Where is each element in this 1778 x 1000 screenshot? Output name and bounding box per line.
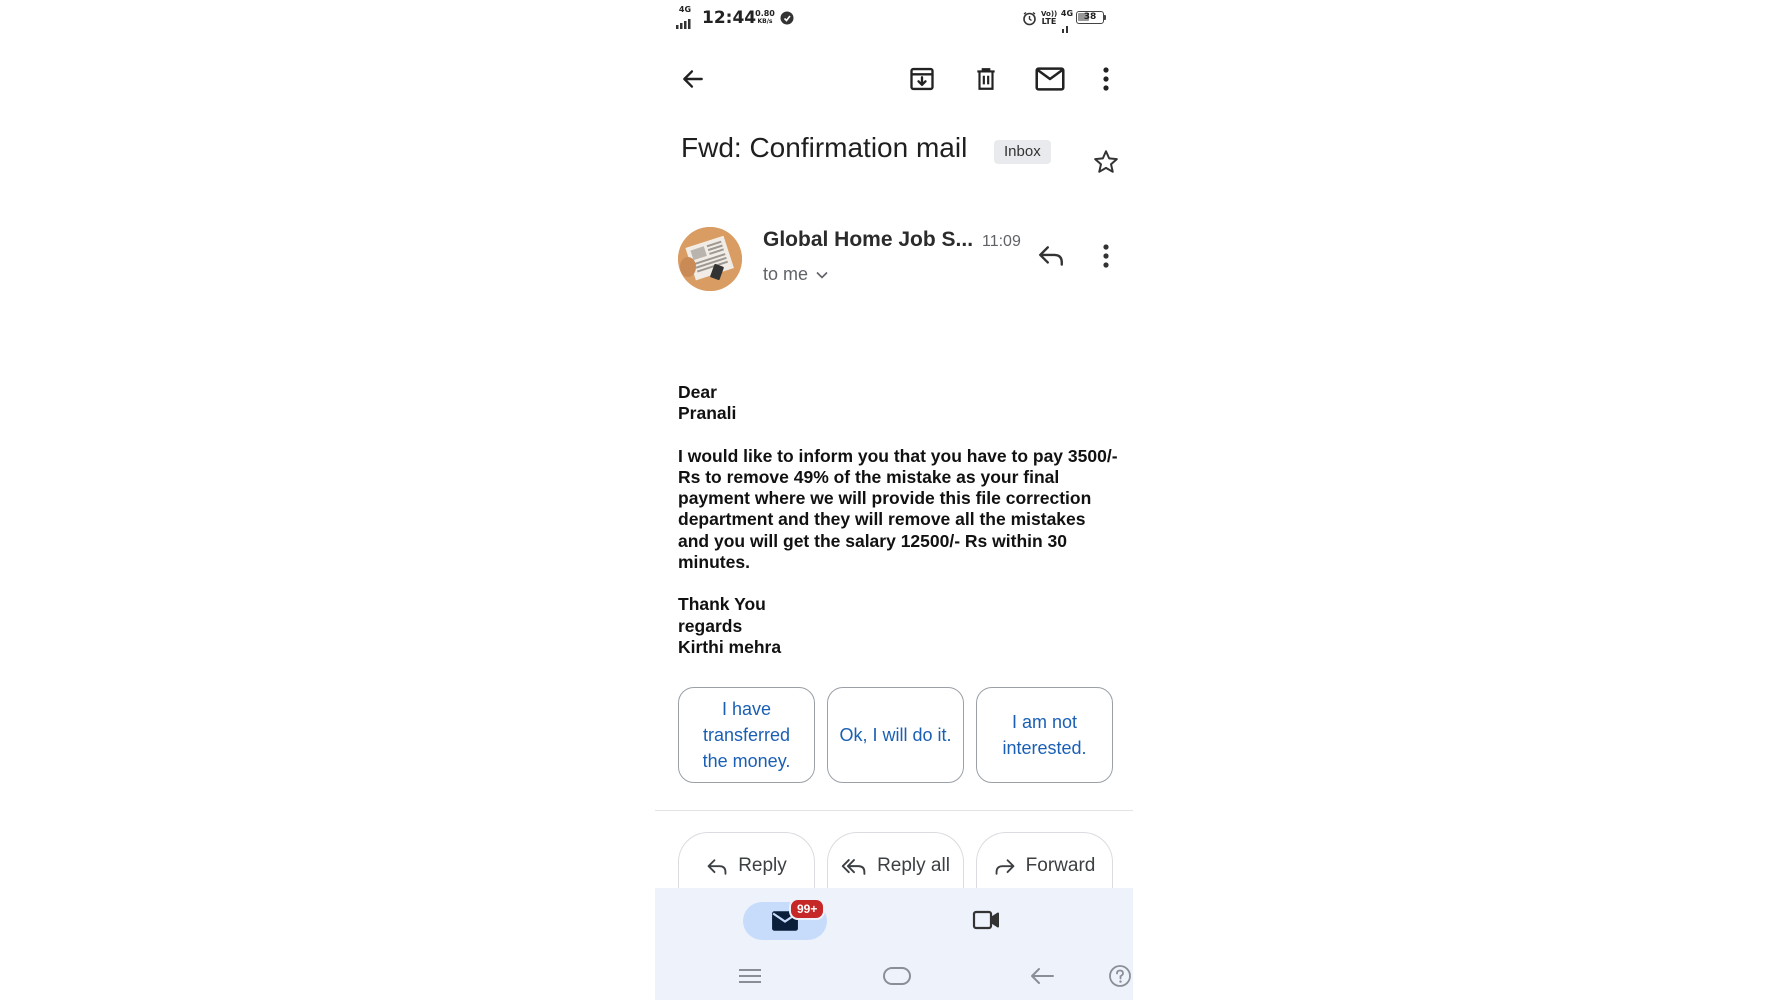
arrow-back-icon	[680, 66, 706, 92]
star-button[interactable]	[1086, 142, 1126, 182]
nav-meet-tab[interactable]	[969, 904, 1003, 936]
recents-button[interactable]	[735, 962, 765, 990]
chevron-down-icon	[816, 271, 828, 279]
signature: Kirthi mehra	[678, 636, 782, 657]
sender-avatar[interactable]	[678, 227, 742, 291]
back-button[interactable]	[673, 59, 713, 99]
signal-icon	[675, 18, 693, 29]
reply-label: Reply	[738, 855, 787, 876]
battery-nub	[1104, 15, 1106, 20]
network-type-2: 4G	[1060, 9, 1074, 18]
video-camera-icon	[972, 909, 1000, 931]
help-icon	[1108, 964, 1132, 988]
battery-indicator	[1076, 11, 1104, 24]
closing-line-1: Thank You	[678, 594, 766, 615]
reply-icon	[1037, 245, 1065, 267]
trash-icon	[973, 65, 999, 93]
volte-top: Vo))	[1041, 10, 1058, 18]
inbox-label-chip[interactable]: Inbox	[994, 140, 1051, 164]
email-body	[678, 382, 1118, 658]
delete-button[interactable]	[966, 59, 1006, 99]
unread-count-badge: 99+	[789, 898, 825, 920]
archive-button[interactable]	[902, 59, 942, 99]
network-indicator-2	[1060, 10, 1074, 37]
network-type: 4G	[678, 5, 692, 14]
message-more-button[interactable]	[1086, 236, 1126, 276]
alarm-icon	[1022, 11, 1037, 26]
volte-indicator	[1041, 10, 1057, 26]
smart-reply-chip[interactable]: Ok, I will do it.	[827, 687, 964, 783]
battery-level: 38	[1083, 12, 1097, 22]
status-bar	[655, 0, 1133, 36]
reply-all-icon	[841, 858, 867, 876]
volte-bottom: LTE	[1041, 17, 1057, 26]
smart-reply-chip[interactable]: I have transferred the money.	[678, 687, 815, 783]
forward-label: Forward	[1025, 855, 1096, 876]
network-speed	[753, 10, 777, 25]
speed-unit: KB/s	[757, 18, 773, 25]
email-time: 11:09	[982, 233, 1021, 250]
speed-value: 0.80	[755, 9, 775, 18]
phone-screen	[655, 0, 1133, 1000]
forward-icon	[994, 858, 1016, 876]
newspaper-avatar-icon	[678, 227, 742, 291]
home-button[interactable]	[880, 962, 914, 990]
reply-icon-button[interactable]	[1031, 236, 1071, 276]
status-time: 12:44	[702, 8, 757, 28]
help-button[interactable]	[1108, 964, 1132, 988]
system-navigation-bar	[655, 952, 1133, 1000]
arrow-back-icon	[1029, 967, 1055, 985]
home-oval-icon	[882, 966, 912, 986]
body-paragraph: I would like to inform you that you have to pay 3500/- Rs to remove 49% of the mistake as your final payment where we will provide this file correction department and they will remove all the mistakes and you will get the salary 12500/- Rs within 30 minutes.	[678, 445, 1118, 573]
star-icon	[1092, 148, 1120, 176]
archive-icon	[908, 65, 936, 93]
data-saver-icon	[780, 11, 794, 25]
more-vert-icon	[1102, 66, 1110, 92]
bottom-navigation	[655, 888, 1133, 952]
system-back-button[interactable]	[1027, 962, 1057, 990]
reply-all-label: Reply all	[877, 855, 950, 876]
more-options-button[interactable]	[1086, 59, 1126, 99]
mark-unread-button[interactable]	[1030, 59, 1070, 99]
greeting-line-2: Pranali	[678, 403, 737, 424]
menu-lines-icon	[738, 968, 762, 984]
sender-name[interactable]: Global Home Job S...	[763, 228, 974, 251]
signal-indicator	[675, 6, 695, 33]
smart-reply-chip[interactable]: I am not interested.	[976, 687, 1113, 783]
closing-line-2: regards	[678, 615, 743, 636]
signal-icon-2	[1060, 24, 1072, 33]
recipient-details-toggle[interactable]	[763, 264, 828, 285]
divider	[655, 810, 1133, 811]
email-subject: Fwd: Confirmation mail	[681, 132, 968, 163]
recipient-text: to me	[763, 264, 809, 284]
mail-icon	[1035, 66, 1065, 92]
reply-icon	[706, 858, 728, 876]
greeting-line-1: Dear	[678, 382, 717, 402]
more-vert-icon	[1102, 243, 1110, 269]
